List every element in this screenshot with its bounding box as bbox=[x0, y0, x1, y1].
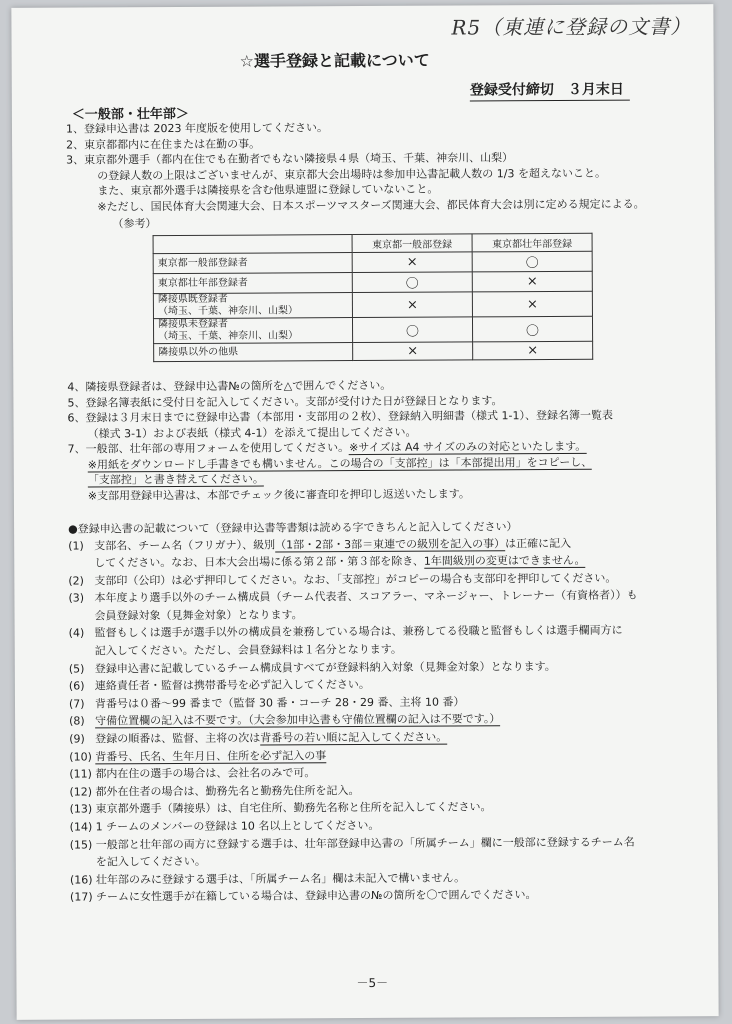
rule-1: 1、登録申込書は 2023 年度版を使用してください。 bbox=[65, 121, 329, 136]
entry-item-text: チームに女性選手が在籍している場合は、登録申込書の№の箇所を〇で囲んでください。 bbox=[95, 888, 537, 904]
entry-item-number: (15) bbox=[69, 838, 93, 852]
row-label: 隣接県既登録者 （埼玉、千葉、神奈川、山梨） bbox=[153, 293, 352, 319]
entry-item bbox=[70, 885, 730, 906]
senior-mark: × bbox=[472, 291, 592, 317]
entry-list bbox=[68, 534, 730, 907]
rule-2: 2、東京都都内に在住または在勤の事。 bbox=[66, 137, 261, 152]
table-row bbox=[153, 316, 592, 343]
rule-7-size-note: ※サイズは A4 サイズのみの対応といたします。 bbox=[349, 439, 587, 455]
entry-item-number: (4) bbox=[68, 626, 85, 641]
row-label: 隣接県以外の他県 bbox=[154, 343, 353, 362]
entry-item-number: (7) bbox=[68, 697, 85, 711]
rules-section-b bbox=[67, 376, 728, 503]
general-mark: 〇 bbox=[352, 272, 472, 293]
row-label: 東京都一般部登録者 bbox=[153, 253, 352, 274]
entry-item-text: 本年度より選手以外のチーム構成員（チーム代表者、スコアラー、マネージャー、トレーナー（有資格者））も bbox=[94, 588, 638, 605]
rule-3: 3、東京都外選手（都内在住でも在勤者でもない隣接県４県（埼玉、千葉、神奈川、山梨） bbox=[66, 151, 514, 167]
table-header: 東京都一般部登録 bbox=[352, 234, 472, 253]
entry-item-number: (11) bbox=[69, 767, 92, 781]
senior-mark: × bbox=[473, 341, 593, 360]
registration-reference-table bbox=[153, 233, 594, 362]
entry-item-number: (2) bbox=[68, 574, 84, 588]
entry-item-text: は正確に記入 bbox=[505, 536, 572, 550]
general-mark: × bbox=[353, 342, 473, 361]
entry-item-number: (1) bbox=[68, 538, 84, 553]
entry-item-text: 支部印（公印）は必ず押印してください。なお、「支部控」がコピーの場合も支部印を押印してください。 bbox=[94, 571, 617, 588]
table-row bbox=[153, 291, 592, 318]
table-row bbox=[153, 251, 592, 273]
general-mark: 〇 bbox=[352, 317, 472, 343]
deadline-text: 登録受付締切 ３月末日 bbox=[470, 79, 630, 102]
entry-item-text: 監督もしくは選手が選手以外の構成員を兼務している場合は、兼務してる役職と監督もしくは選手欄両方に bbox=[94, 624, 623, 640]
senior-mark: 〇 bbox=[472, 251, 592, 272]
rule-3-cont: また、東京都外選手は隣接県を含む他県連盟に登録していないこと。 bbox=[86, 182, 439, 198]
entry-item-number: (6) bbox=[68, 679, 85, 693]
entry-item-text: を記入してください。 bbox=[95, 855, 206, 869]
entry-item-text: 連絡責任者・監督は携帯番号を必ず記入してください。 bbox=[94, 678, 370, 693]
rule-7-rewrite-text: 「支部控」と書き替えてください。 bbox=[87, 472, 264, 487]
entry-item-number: (14) bbox=[69, 820, 93, 834]
entry-item-text: 1 チームのメンバーの登録は 10 名以上としてください。 bbox=[95, 818, 380, 834]
entry-item-text: 東京都外選手（隣接県）は、自宅住所、勤務先名称と住所を記入してください。 bbox=[95, 800, 492, 816]
rule-5: 5、登録名簿表紙に受付日を記入してください。支部が受付けた日が登録日となります。 bbox=[67, 393, 503, 410]
entry-item-number: (8) bbox=[69, 714, 85, 728]
entry-item-text: 背番号は０番～99 番まで（監督 30 番・コーチ 28・29 番、主将 10 番） bbox=[94, 695, 465, 711]
rule-6: 6、登録は３月末日までに登録申込書（本部用・支部用の２枚）、登録納入明細書（様式 1-1）、登録名簿一覧表 bbox=[67, 408, 613, 425]
entry-item-text: 記入してください。ただし、会員登録料は１名分となります。 bbox=[94, 642, 402, 658]
rules-section-a bbox=[66, 118, 726, 214]
entry-heading: ●登録申込書の記載について（登録申込書等書類は読める字できちんと記入してください） bbox=[68, 520, 518, 536]
page-number: －5－ bbox=[356, 975, 389, 991]
entry-item-text: 背番号の若い順に記入してください。 bbox=[260, 730, 448, 745]
rule-3-cont: の登録人数の上限はございませんが、東京都大会出場時は参加申込書記載人数の 1/3 を超えないこと。 bbox=[86, 166, 606, 182]
entry-item-text: 都内在住の選手の場合は、会社名のみで可。 bbox=[95, 766, 316, 781]
general-mark: × bbox=[352, 292, 472, 318]
entry-item-text: 1年間級別の変更はできません。 bbox=[423, 553, 586, 568]
entry-item-text: 会員登録対象（見舞金対象）となります。 bbox=[94, 608, 303, 623]
rule-3-note: ※ただし、国民体育大会関連大会、日本スポーツマスターズ関連大会、都民体育大会は別に定める規定による。 bbox=[86, 197, 645, 213]
entry-item-text: 守備位置欄の記入は不要です。（大会参加申込書も守備位置欄の記入は不要です。） bbox=[95, 712, 501, 728]
entry-item-text: 登録の順番は、監督、主将の次は bbox=[95, 731, 261, 746]
general-mark: × bbox=[352, 252, 472, 273]
entry-item-number: (10) bbox=[69, 750, 92, 764]
entry-item-number: (13) bbox=[69, 802, 93, 816]
rule-6-cont: （様式 3-1）および表紙（様式 4-1）を添えて提出してください。 bbox=[87, 425, 417, 440]
table-header: 東京都壮年部登録 bbox=[472, 233, 592, 252]
entry-item-text: 登録申込書に記載しているチーム構成員すべてが登録料納入対象（見舞金対象）となります。 bbox=[94, 659, 556, 676]
senior-mark: 〇 bbox=[472, 316, 592, 342]
table-header bbox=[153, 235, 352, 254]
entry-item-number: (9) bbox=[69, 732, 85, 746]
row-label: 東京都壮年部登録者 bbox=[153, 273, 352, 294]
entry-item-number: (17) bbox=[69, 890, 93, 904]
entry-item-number: (5) bbox=[68, 662, 85, 676]
section-heading: ＜一般部・壮年部＞ bbox=[71, 106, 189, 123]
table-header-row bbox=[153, 233, 592, 253]
rule-7-return-note: ※支部用登録申込書は、本部でチェック後に審査印を押印し返送いたします。 bbox=[87, 486, 470, 502]
entry-item bbox=[70, 833, 730, 854]
entry-item-text: 壮年部のみに登録する選手は、「所属チーム名」欄は未記入で構いません。 bbox=[95, 871, 466, 887]
entry-item bbox=[68, 586, 728, 607]
senior-mark: × bbox=[472, 271, 592, 292]
entry-item-number: (3) bbox=[68, 591, 85, 605]
entry-item-text: （1部・2部・3部＝東連での級別を記入の事） bbox=[275, 536, 506, 551]
entry-item-text: 支部名、チーム名（フリガナ）、級別 bbox=[94, 537, 276, 552]
entry-item-text: 一般部と壮年部の両方に登録する選手は、壮年部登録申込書の「所属チーム」欄に一般部に登録するチーム名 bbox=[95, 835, 635, 852]
entry-item-text: してください。なお、日本大会出場に係る第２部・第３部を除き、 bbox=[94, 554, 424, 570]
entry-item-text: 都外在住者の場合は、勤務先名と勤務先住所を記入。 bbox=[95, 783, 360, 799]
rule-7-text: 7、一般部、壮年部の専用フォームを使用してください。 bbox=[67, 441, 350, 456]
entry-item-number: (16) bbox=[69, 873, 93, 887]
entry-instructions bbox=[68, 518, 730, 906]
table-row bbox=[154, 341, 593, 361]
document-page bbox=[11, 4, 718, 1020]
table-row bbox=[153, 271, 592, 293]
reference-label: （参考） bbox=[112, 217, 157, 231]
handwritten-note: R5（東連に登録の文書） bbox=[451, 14, 692, 40]
entry-item-text: 背番号、氏名、生年月日、住所を必ず記入の事 bbox=[95, 748, 327, 764]
row-label: 隣接県未登録者 （埼玉、千葉、神奈川、山梨） bbox=[153, 318, 352, 344]
entry-item-number: (12) bbox=[69, 785, 93, 799]
page-title: ☆選手登録と記載について bbox=[239, 50, 430, 71]
rule-4: 4、隣接県登録者は、登録申込書№の箇所を△で囲んでください。 bbox=[67, 378, 392, 394]
rule-7-download-text: ※用紙をダウンロードし手書きでも構いません。この場合の「支部控」は「本部提出用」をコピーし、 bbox=[87, 455, 593, 471]
